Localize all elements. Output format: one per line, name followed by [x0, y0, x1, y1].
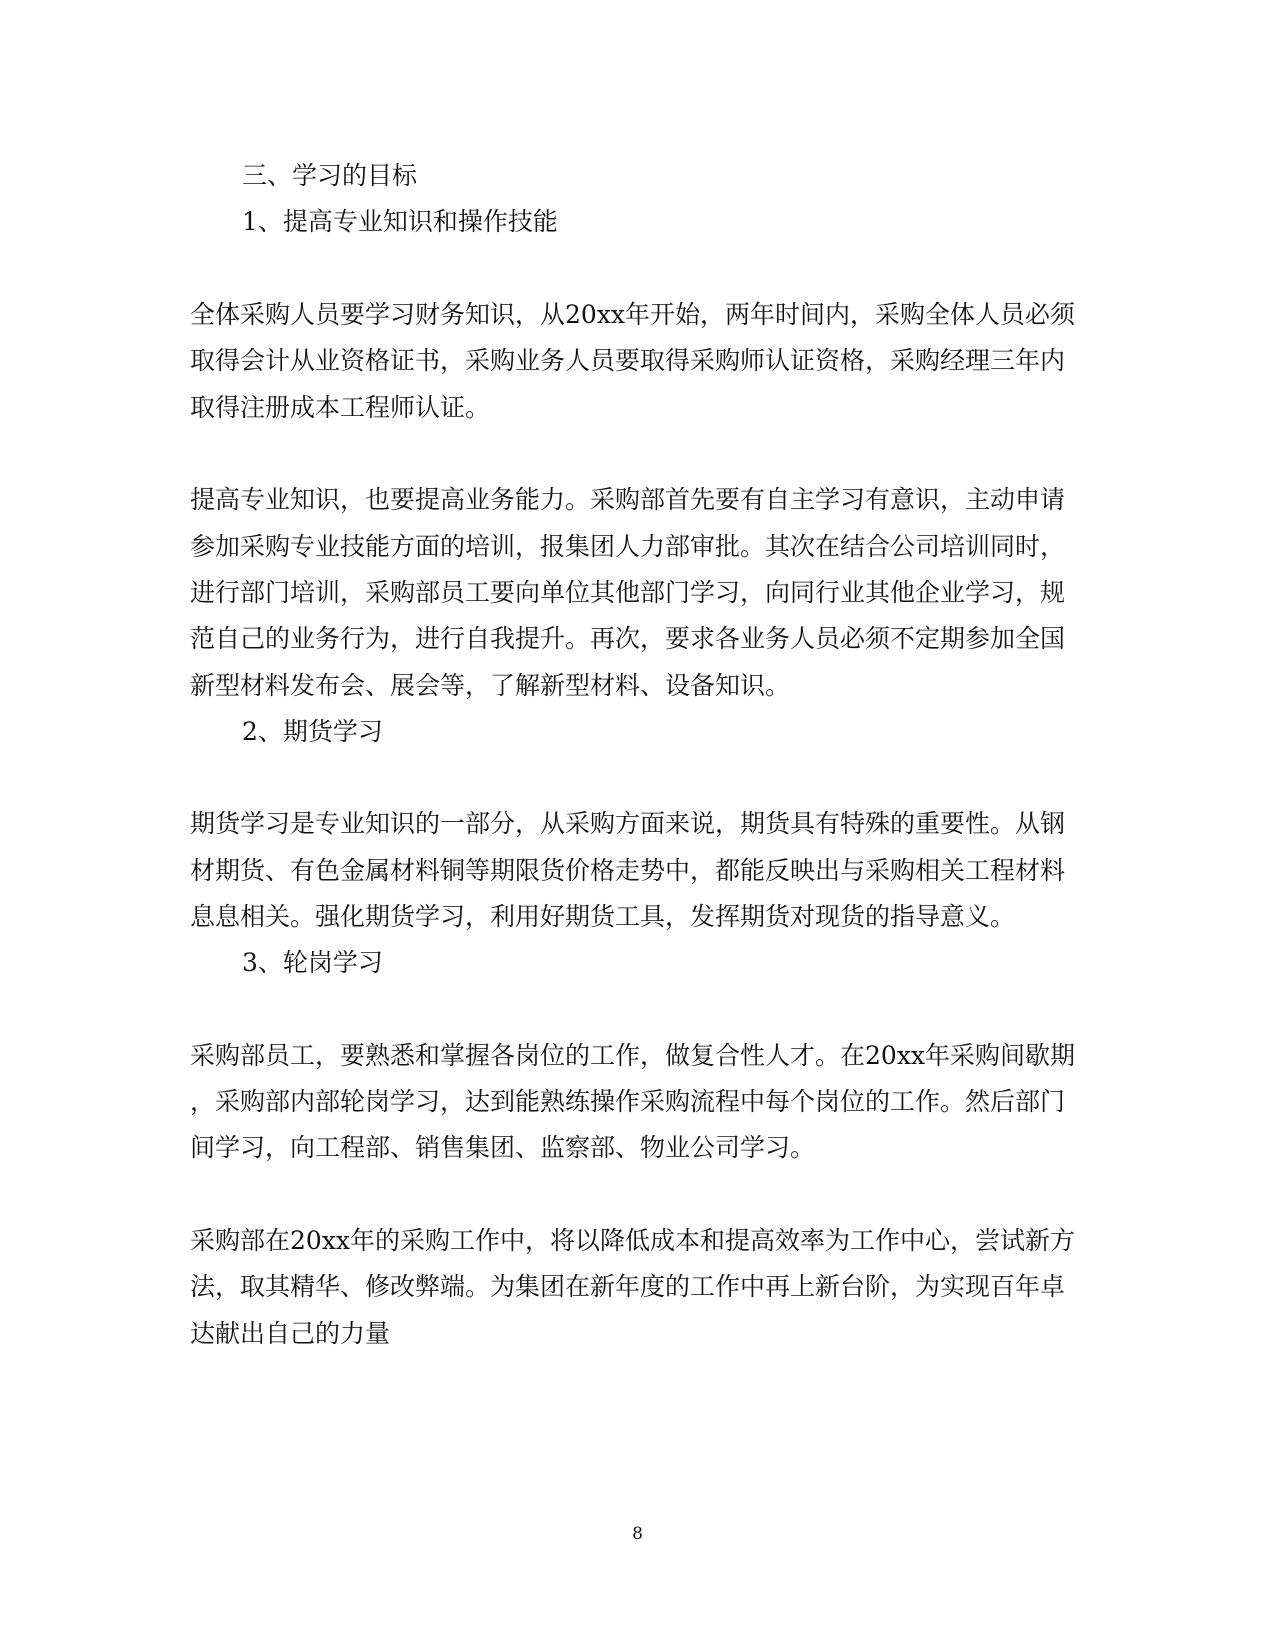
paragraph-line: 参加采购专业技能方面的培训，报集团人力部审批。其次在结合公司培训同时， [190, 532, 1066, 561]
paragraph-line: 息息相关。强化期货学习，利用好期货工具，发挥期货对现货的指导意义。 [190, 902, 1016, 931]
paragraph-line: 采购部在20xx年的采购工作中，将以降低成本和提高效率为工作中心，尝试新方 [190, 1226, 1076, 1255]
paragraph-line: 期货学习是专业知识的一部分，从采购方面来说，期货具有特殊的重要性。从钢 [190, 809, 1066, 838]
paragraph-line: 提高专业知识，也要提高业务能力。采购部首先要有自主学习有意识，主动申请 [190, 485, 1066, 514]
paragraph-line: ，采购部内部轮岗学习，达到能熟练操作采购流程中每个岗位的工作。然后部门 [190, 1087, 1066, 1116]
subheading-professional-skills: 1、提高专业知识和操作技能 [242, 207, 558, 236]
paragraph-line: 法，取其精华、修改弊端。为集团在新年度的工作中再上新台阶，为实现百年卓 [190, 1272, 1066, 1301]
subheading-job-rotation: 3、轮岗学习 [242, 948, 383, 977]
section-heading-goals: 三、学习的目标 [242, 161, 418, 190]
paragraph-line: 进行部门培训，采购部员工要向单位其他部门学习，向同行业其他企业学习，规 [190, 578, 1066, 607]
paragraph-line: 达献出自己的力量 [190, 1319, 391, 1348]
paragraph-line: 全体采购人员要学习财务知识，从20xx年开始，两年时间内，采购全体人员必须 [190, 300, 1076, 329]
subheading-futures: 2、期货学习 [242, 717, 383, 746]
paragraph-line: 材期货、有色金属材料铜等期限货价格走势中，都能反映出与采购相关工程材料 [190, 856, 1066, 885]
paragraph-line: 取得注册成本工程师认证。 [190, 393, 491, 422]
paragraph-line: 新型材料发布会、展会等，了解新型材料、设备知识。 [190, 671, 791, 700]
paragraph-line: 取得会计从业资格证书，采购业务人员要取得采购师认证资格，采购经理三年内 [190, 346, 1066, 375]
paragraph-line: 间学习，向工程部、销售集团、监察部、物业公司学习。 [190, 1133, 816, 1162]
paragraph-line: 范自己的业务行为，进行自我提升。再次，要求各业务人员必须不定期参加全国 [190, 624, 1066, 653]
paragraph-line: 采购部员工，要熟悉和掌握各岗位的工作，做复合性人才。在20xx年采购间歇期 [190, 1041, 1076, 1070]
page-number: 8 [632, 1524, 643, 1544]
